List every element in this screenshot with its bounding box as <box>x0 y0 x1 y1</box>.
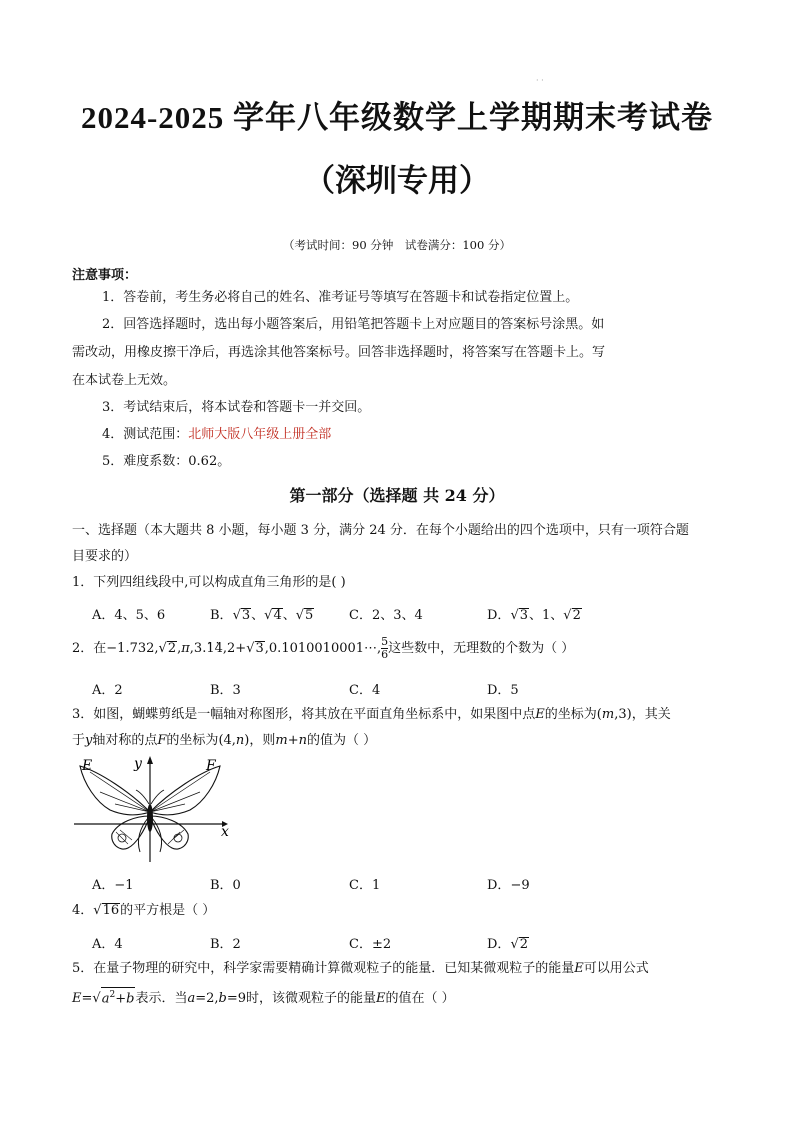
q2-option-d[interactable]: D．5 <box>487 683 519 698</box>
q3-option-a[interactable]: A．−1 <box>92 878 134 893</box>
label-f: F <box>206 758 216 774</box>
q2-option-c[interactable]: C．4 <box>349 683 381 698</box>
question-3-stem: 3．如图，蝴蝶剪纸是一幅轴对称图形，将其放在平面直角坐标系中，如果图中点E的坐标为(m,3)，其关 于y轴对称的点F的坐标为(4,n)，则m+n的值为（ ） <box>72 707 671 748</box>
question-5-stem: 5．在量子物理的研究中，科学家需要精确计算微观粒子的能量．已知某微观粒子的能量E可以用公式 $E=√a^2+b$表示．当a=2,b=9时，该微观粒子的能量E的值在（ ） <box>72 961 649 1006</box>
q4-option-b[interactable]: B．2 <box>210 937 241 952</box>
note-item-2: 2．回答选择题时，选出每小题答案后，用铅笔把答题卡上对应题目的答案标号涂黑。如 需改动，用橡皮擦干净后，再选涂其他答案标号。回答非选择题时，将答案写在答题卡上。写 在本试卷上无效。 <box>72 317 606 388</box>
q4-option-a[interactable]: A．4 <box>92 937 123 952</box>
butterfly-figure <box>70 752 240 864</box>
question-2-stem: 2．在−1.732,√2,π,3.· 1· 4,2+√3,0.1010010001⋯, $\frac{5}{6}$ 这些数中，无理数的个数为（ ） <box>72 636 732 662</box>
note-item-5: 5．难度系数：0.62。 <box>102 454 231 469</box>
exam-subtitle: （深圳专用） <box>304 163 490 198</box>
question-1-stem: 1．下列四组线段中,可以构成直角三角形的是( ) <box>72 575 346 590</box>
decorative-dots: · · <box>536 76 544 85</box>
note-item-3: 3．考试结束后，将本试卷和答题卡一并交回。 <box>102 400 371 415</box>
note-item-4: 4．测试范围：北师大版八年级上册全部 <box>102 427 332 442</box>
test-scope: 北师大版八年级上册全部 <box>188 427 332 442</box>
q3-option-d[interactable]: D．−9 <box>487 878 530 893</box>
question-4-stem: 4．√16的平方根是（ ） <box>72 903 216 918</box>
q2-option-b[interactable]: B．3 <box>210 683 241 698</box>
label-x: x <box>221 824 229 840</box>
q4-option-d[interactable]: D．√2 <box>487 937 529 952</box>
q1-option-c[interactable]: C．2、3、4 <box>349 608 423 623</box>
q1-option-b[interactable]: B．√3、√4、√5 <box>210 608 314 623</box>
section-heading: 一、选择题（本大题共 8 小题，每小题 3 分，满分 24 分．在每个小题给出的四个选项中，只有一项符合题 目要求的） <box>72 523 689 564</box>
part-heading: 第一部分（选择题 共 24 分） <box>289 486 505 505</box>
q1-option-d[interactable]: D．√3、1、√2 <box>487 608 581 623</box>
exam-info: （考试时间：90 分钟 试卷满分：100 分） <box>283 238 511 252</box>
q1-option-a[interactable]: A．4、5、6 <box>92 608 166 623</box>
notes-heading: 注意事项： <box>72 268 138 283</box>
q3-option-b[interactable]: B．0 <box>210 878 241 893</box>
label-y: y <box>134 756 142 772</box>
q2-option-a[interactable]: A．2 <box>92 683 123 698</box>
label-e: E <box>82 758 93 774</box>
note-item-1: 1．答卷前，考生务必将自己的姓名、准考证号等填写在答题卡和试卷指定位置上。 <box>102 290 579 305</box>
q3-option-c[interactable]: C．1 <box>349 878 381 893</box>
exam-title: 2024-2025 学年八年级数学上学期期末考试卷 <box>80 100 714 135</box>
q4-option-c[interactable]: C．±2 <box>349 937 392 952</box>
